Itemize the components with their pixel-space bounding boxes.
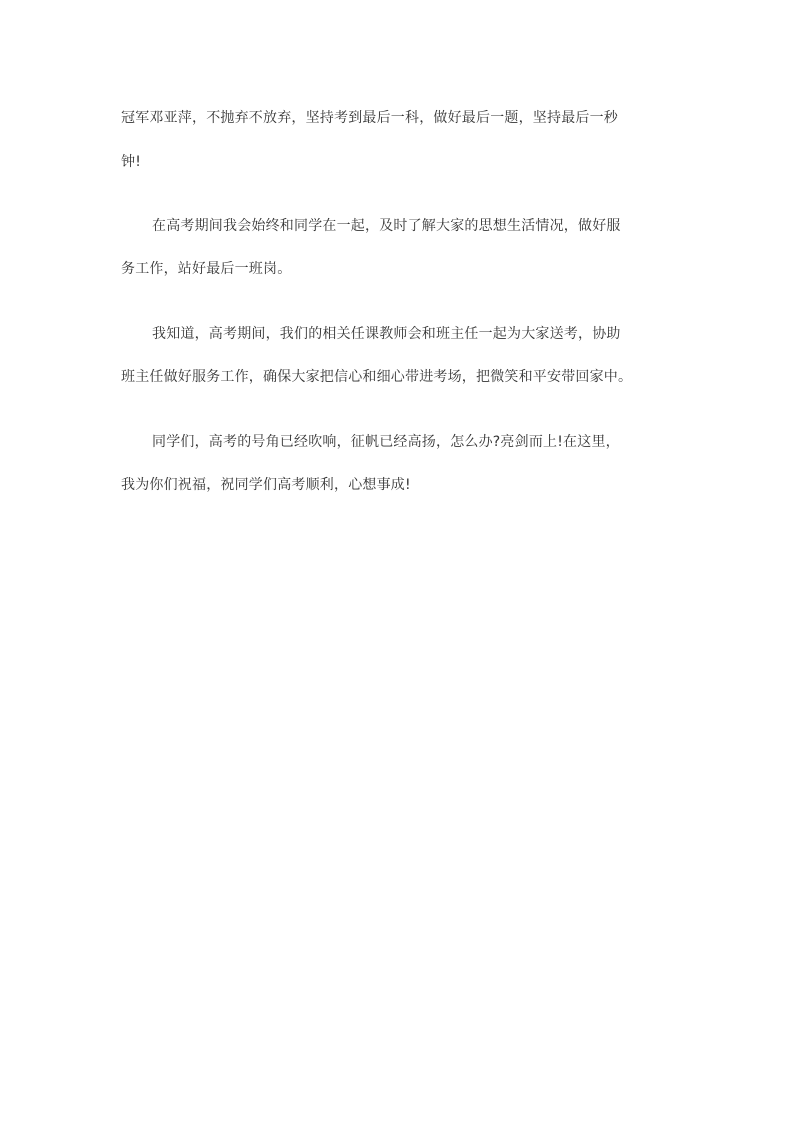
paragraph-3-line-2: 班主任做好服务工作，确保大家把信心和细心带进考场，把微笑和平安带回家中。: [121, 369, 633, 385]
paragraph-1-line-1: 冠军邓亚萍，不抛弃不放弃，坚持考到最后一科，做好最后一题，坚持最后一秒: [121, 110, 618, 126]
paragraph-4-line-2: 我为你们祝福，祝同学们高考顺利，心想事成!: [121, 477, 411, 493]
paragraph-2-line-2: 务工作，站好最后一班岗。: [121, 261, 292, 277]
paragraph-1-line-2: 钟!: [121, 154, 142, 170]
paragraph-2-line-1: 在高考期间我会始终和同学在一起，及时了解大家的思想生活情况，做好服: [152, 218, 621, 234]
paragraph-4-line-1: 同学们，高考的号角已经吹响，征帆已经高扬，怎么办?亮剑而上!在这里，: [152, 434, 620, 450]
paragraph-3-line-1: 我知道，高考期间，我们的相关任课教师会和班主任一起为大家送考，协助: [152, 326, 621, 342]
